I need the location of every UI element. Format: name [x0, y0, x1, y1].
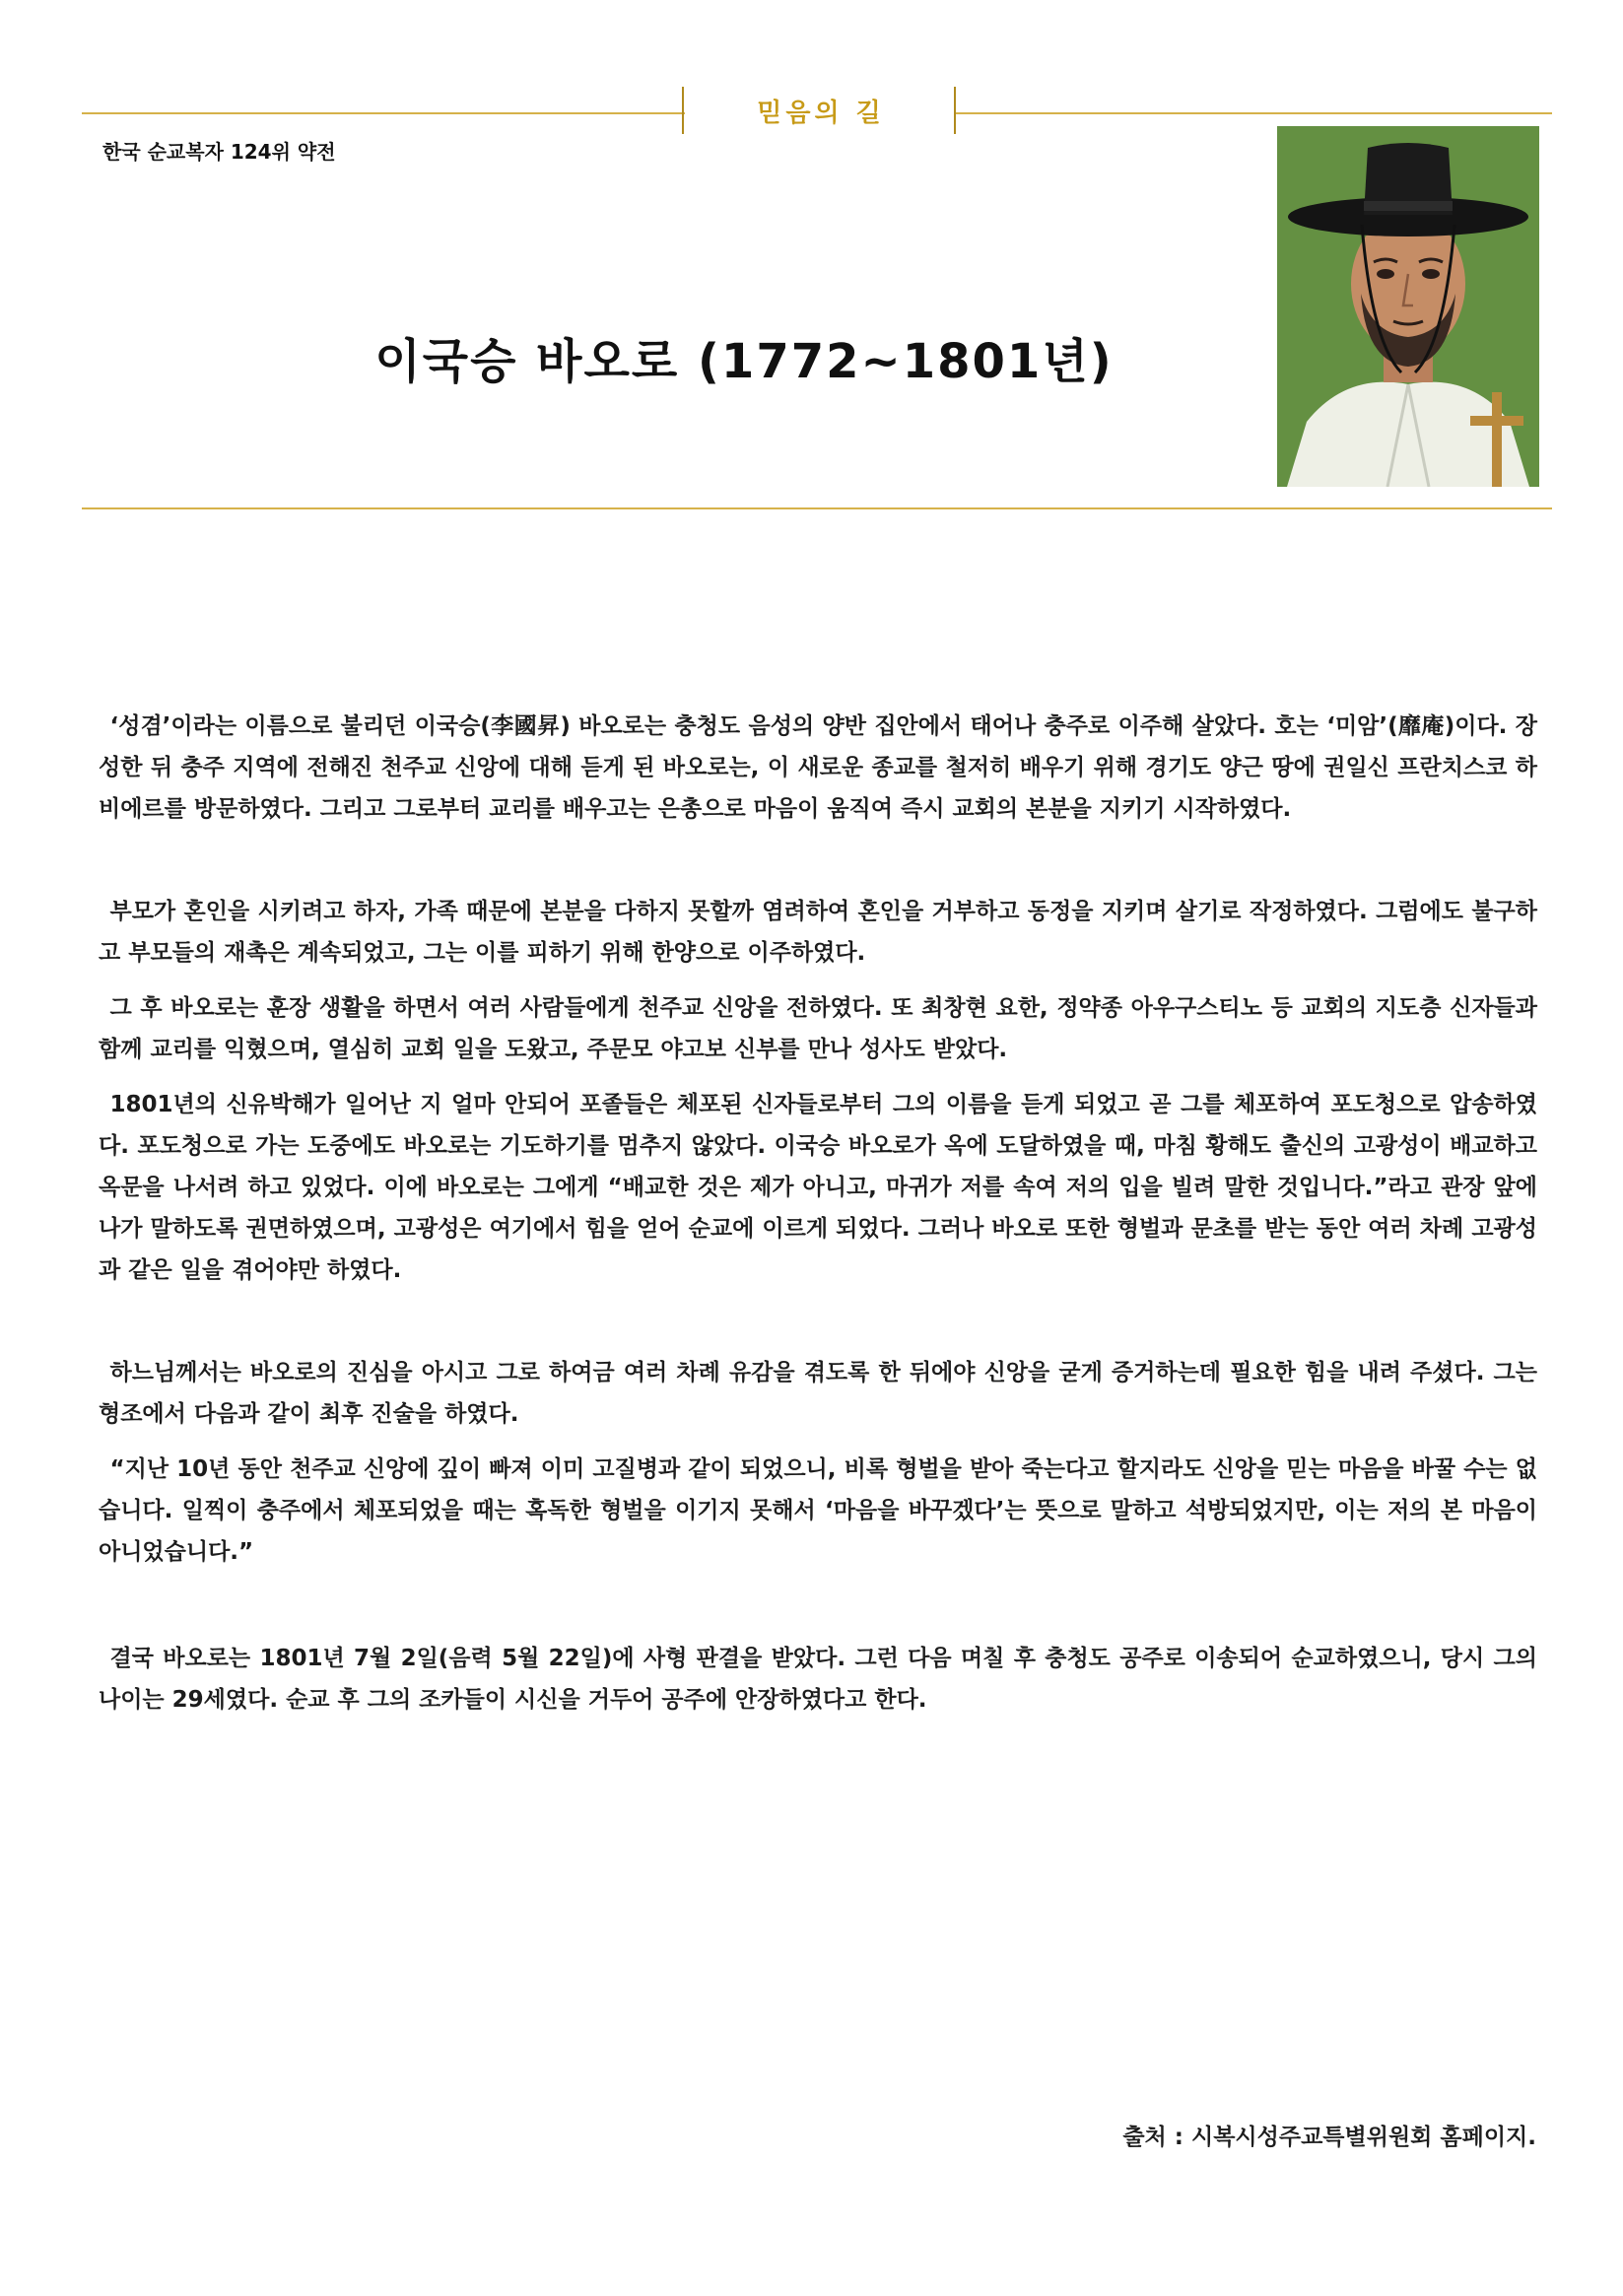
quotation-paragraph: “지난 10년 동안 천주교 신앙에 깊이 빠져 이미 고질병과 같이 되었으니, 비록 형벌을 받아 죽는다고 할지라도 신앙을 믿는 마음을 바꿀 수는 없습니다. 일찍이 충주에서 체포되었을 때는 혹독한 형벌을 이기지 못해서 ‘마음을 바꾸겠다’는 뜻으로 말하고 석방되었지만, 이는 저의 본 마음이 아니었습니다.”: [99, 1456, 1537, 1565]
paragraph: 1801년의 신유박해가 일어난 지 얼마 안되어 포졸들은 체포된 신자들로부터 그의 이름을 듣게 되었고 곧 그를 체포하여 포도청으로 압송하였다. 포도청으로 가는 도중에도 바오로는 기도하기를 멈추지 않았다. 이국승 바오로가 옥에 도달하였을 때, 마침 황해도 출신의 고광성이 배교하고 옥문을 나서려 하고 있었다. 이에 바오로는 그에게 “배교한 것은 제가 아니고, 마귀가 저를 속여 저의 입을 빌려 말한 것입니다.”라고 관장 앞에 나가 말하도록 권면하였으며, 고광성은 여기에서 힘을 얻어 순교에 이르게 되었다. 그러나 바오로 또한 형벌과 문초를 받는 동안 여러 차례 고광성과 같은 일을 겪어야만 하였다.: [99, 1092, 1537, 1283]
article-title: 이국승 바오로 (1772~1801년): [374, 334, 1114, 390]
title-divider-right: [954, 87, 956, 134]
header-rule-bottom: [82, 507, 1552, 509]
header-rule-left: [82, 112, 685, 114]
article-body: [99, 706, 1537, 1734]
portrait-image: [1277, 126, 1539, 487]
series-label: 한국 순교복자 124위 약전: [102, 140, 336, 164]
paragraph: 그 후 바오로는 훈장 생활을 하면서 여러 사람들에게 천주교 신앙을 전하였다. 또 최창현 요한, 정약종 아우구스티노 등 교회의 지도층 신자들과 함께 교리를 익혔으며, 열심히 교회 일을 도왔고, 주문모 야고보 신부를 만나 성사도 받았다.: [99, 995, 1537, 1062]
source-citation: 출처 : 시복시성주교특별위원회 홈페이지.: [1122, 2125, 1536, 2150]
paragraph: 하느님께서는 바오로의 진심을 아시고 그로 하여금 여러 차례 유감을 겪도록 한 뒤에야 신앙을 굳게 증거하는데 필요한 힘을 내려 주셨다. 그는 형조에서 다음과 같이 최후 진술을 하였다.: [99, 1360, 1537, 1427]
paragraph: 부모가 혼인을 시키려고 하자, 가족 때문에 본분을 다하지 못할까 염려하여 혼인을 거부하고 동정을 지키며 살기로 작정하였다. 그럼에도 불구하고 부모들의 재촉은 계속되었고, 그는 이를 피하기 위해 한양으로 이주하였다.: [99, 899, 1537, 966]
portrait-illustration: [1277, 126, 1539, 487]
paragraph: 결국 바오로는 1801년 7월 2일(음력 5월 22일)에 사형 판결을 받았다. 그런 다음 며칠 후 충청도 공주로 이송되어 순교하였으니, 당시 그의 나이는 29세였다. 순교 후 그의 조카들이 시신을 거두어 공주에 안장하였다고 한다.: [99, 1646, 1537, 1713]
paragraph: ‘성겸’이라는 이름으로 불리던 이국승(李國昇) 바오로는 충청도 음성의 양반 집안에서 태어나 충주로 이주해 살았다. 호는 ‘미암’(靡庵)이다. 장성한 뒤 충주 지역에 전해진 천주교 신앙에 대해 듣게 된 바오로는, 이 새로운 종교를 철저히 배우기 위해 경기도 양근 땅에 권일신 프란치스코 하비에르를 방문하였다. 그리고 그로부터 교리를 배우고는 은총으로 마음이 움직여 즉시 교회의 본분을 지키기 시작하였다.: [99, 713, 1537, 822]
column-title: 믿음의 길: [757, 99, 885, 128]
title-divider-left: [682, 87, 684, 134]
header-rule-right: [956, 112, 1552, 114]
